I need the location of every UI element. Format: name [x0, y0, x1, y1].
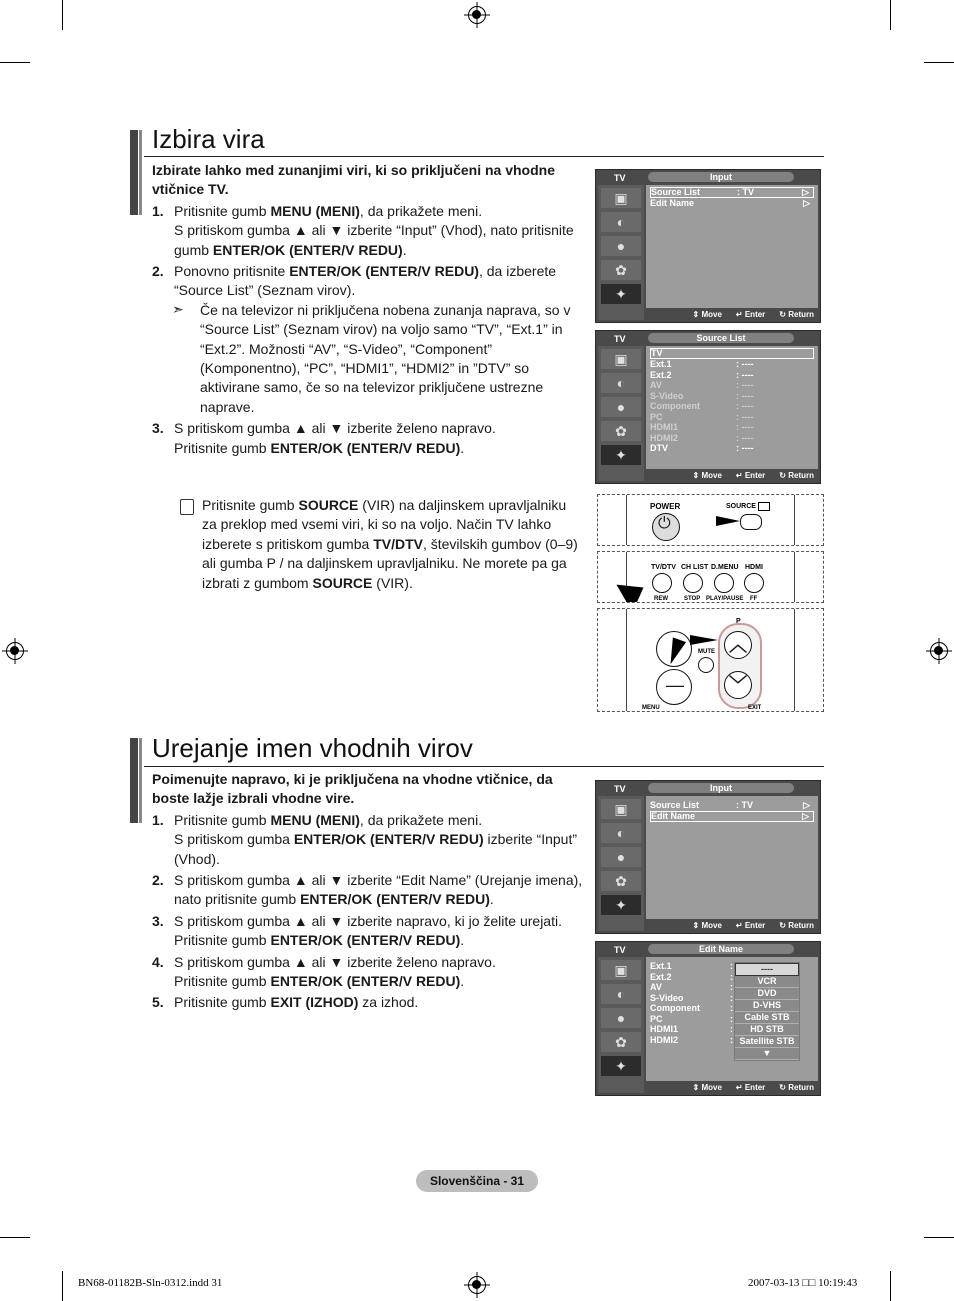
step-text: , da izberete “Source List” (Seznam virov).: [174, 263, 557, 299]
dropdown-option[interactable]: Satellite STB: [735, 1036, 799, 1048]
chlist-button[interactable]: [683, 573, 703, 593]
section-bar: [130, 738, 138, 823]
osd-row-edit-name[interactable]: [650, 811, 814, 822]
triangle-right-icon: ▷: [803, 198, 810, 208]
section2-intro: Poimenujte napravo, ki je priključena na vhodne vtičnice, da boste lažje izbrali vhodne vire.: [152, 771, 553, 807]
osd-return-hint: ↻ Return: [779, 1083, 814, 1092]
tip-key: SOURCE: [312, 574, 373, 591]
setup-icon: ✿: [601, 260, 641, 280]
step-4: [152, 953, 586, 992]
osd-source-item[interactable]: [650, 443, 814, 453]
step-1: [152, 202, 584, 260]
tip-text: , številskih gumbov (0–9) ali gumba P / na daljinskem upravljalniku. Ne morete pa ga izbrati z gumbom: [202, 535, 578, 591]
step-1: [152, 811, 586, 869]
osd-tv-label: TV: [614, 784, 626, 794]
osd-source-item[interactable]: [650, 359, 814, 369]
crop-mark: [890, 0, 891, 30]
osd-item-label: Component: [650, 401, 700, 411]
osd-footer: [646, 920, 818, 932]
osd-item-label: Component: [650, 1003, 700, 1013]
osd-move-hint: ⇕ Move: [692, 310, 722, 319]
tvdtv-label: TV/DTV: [651, 564, 676, 571]
playpause-label: PLAY/PAUSE: [706, 596, 744, 602]
crop-mark: [924, 62, 954, 63]
remote-edge: [794, 609, 795, 711]
osd-item-label: PC: [650, 1013, 663, 1024]
osd-move-hint: ⇕ Move: [692, 1083, 722, 1092]
tip-text: (VIR) na daljinskem upravljalniku za preklop med vsemi viri, ki so na voljo. Način TV lahko izberete s pritiskom gumba: [202, 497, 567, 552]
osd-tv-label: TV: [614, 173, 626, 183]
osd-sidebar: [598, 796, 644, 931]
osd-return-hint: ↻ Return: [779, 471, 814, 480]
channel-icon: ●: [601, 847, 641, 867]
osd-footer: [646, 309, 818, 321]
osd-edit-name-menu: [595, 941, 821, 1096]
step-text: Pritisnite gumb: [174, 202, 271, 219]
stop-label: STOP: [684, 596, 701, 602]
osd-item-value: : ----: [736, 422, 754, 432]
step-key: ENTER/OK (ENTER/V REDU): [270, 973, 461, 990]
step-text: za izhod.: [358, 994, 419, 1011]
step-5: [152, 993, 586, 1012]
section-rule: [144, 156, 824, 157]
remote-detail-power-source: [597, 494, 824, 546]
section-bar: [139, 738, 142, 823]
registration-mark-icon: [468, 1276, 486, 1294]
triangle-right-icon: ▷: [802, 811, 809, 821]
osd-header: Source List: [648, 333, 794, 343]
power-label: POWER: [650, 502, 681, 511]
step-text: , da prikažete meni.: [359, 811, 483, 828]
step-number: 3.: [152, 420, 164, 437]
osd-header: Input: [648, 783, 794, 793]
osd-row-source-list[interactable]: [650, 187, 814, 198]
step-text: S pritiskom gumba ▲ ali ▼ izberite “Input” (Vhod), nato pritisnite gumb: [174, 222, 574, 258]
osd-source-list-menu: [595, 330, 821, 484]
crop-mark: [62, 1271, 63, 1301]
osd-item-value: : ----: [736, 359, 754, 369]
step-text: Ponovno pritisnite: [174, 263, 290, 280]
step-text: S pritiskom gumba ▲ ali ▼ izberite želeno napravo.: [174, 953, 496, 970]
tip: [202, 496, 578, 593]
section-title: Urejanje imen vhodnih virov: [152, 733, 473, 763]
note: [152, 301, 584, 417]
dropdown-option[interactable]: VCR: [735, 976, 799, 988]
note-text: Če na televizor ni priključena nobena zunanja naprava, so v “Source List” (Seznam virov) na voljo samo “TV”, “Ext.1” in “Ext.2”. Možnosti “AV”, “S-Video”, “Component” (Komponentno), “PC”, “HDMI1”, “HDMI2” in ”DTV” so aktivirane samo, če so na televizor priključene ustrezne naprave.: [200, 301, 571, 415]
dmenu-button[interactable]: [714, 573, 734, 593]
dropdown-option[interactable]: HD STB: [735, 1024, 799, 1036]
page-number-badge: Slovenščina - 31: [416, 1170, 538, 1192]
osd-sidebar: [598, 957, 644, 1093]
step-text: Pritisnite gumb: [174, 932, 271, 949]
step-text: .: [460, 439, 465, 456]
setup-icon: ✿: [601, 871, 641, 891]
remote-edge: [626, 609, 627, 711]
section2-body: [152, 770, 586, 1013]
chlist-label: CH LIST: [681, 564, 709, 571]
section1-body: [152, 161, 584, 458]
input-icon: ✦: [601, 445, 641, 465]
channel-icon: ●: [601, 1008, 641, 1028]
minus-icon: —: [666, 675, 684, 695]
osd-row-label: Edit Name: [651, 811, 696, 821]
step-number: 1.: [152, 811, 164, 828]
osd-input-menu: [595, 780, 821, 934]
triangle-right-icon: ▷: [803, 800, 810, 810]
rew-label: REW: [654, 596, 668, 602]
section-title: Izbira vira: [152, 124, 265, 154]
picture-icon: ▣: [601, 188, 641, 208]
step-3: [152, 912, 586, 951]
setup-icon: ✿: [601, 421, 641, 441]
osd-move-hint: ⇕ Move: [692, 921, 722, 930]
osd-row-label: Edit Name: [650, 198, 695, 208]
tip-key: SOURCE: [298, 497, 359, 513]
step-number: 1.: [152, 202, 164, 219]
mute-label: MUTE: [698, 649, 715, 655]
osd-source-item: [650, 401, 814, 411]
step-text: Pritisnite gumb: [174, 994, 271, 1011]
remote-detail-channel: [597, 608, 824, 712]
osd-header: Input: [648, 172, 794, 182]
osd-sidebar: [598, 346, 644, 481]
dropdown-option[interactable]: DVD: [735, 988, 799, 1000]
source-icon: [758, 502, 770, 511]
tip-icon: [180, 499, 194, 515]
osd-body: [646, 346, 818, 469]
section-bar: [139, 130, 142, 215]
p-label: P: [736, 618, 741, 625]
pointer-arrow-icon: [616, 574, 651, 603]
osd-item-label: TV: [651, 348, 663, 358]
step-text: S pritiskom gumba: [174, 831, 294, 848]
sound-icon: ◐: [601, 984, 641, 1004]
osd-input-menu: [595, 169, 821, 323]
dropdown-option[interactable]: ----: [735, 963, 799, 976]
osd-item-label: AV: [650, 380, 662, 390]
picture-icon: ▣: [601, 960, 641, 980]
remote-edge: [626, 495, 627, 545]
osd-body: [646, 957, 818, 1081]
osd-enter-hint: ↵ Enter: [735, 471, 766, 480]
osd-colon-column: : : : : : : : :: [730, 961, 733, 1045]
section1-intro: Izbirate lahko med zunanjimi viri, ki so priključeni na vhodne vtičnice TV.: [152, 162, 555, 198]
osd-item-label: HDMI2: [650, 432, 679, 443]
exit-label: EXIT: [748, 705, 762, 711]
ff-label: FF: [750, 596, 758, 602]
crop-mark: [0, 1237, 30, 1238]
osd-item-label: Ext.2: [650, 971, 672, 982]
step-number: 3.: [152, 912, 164, 929]
tip-text: (VIR).: [372, 574, 413, 591]
osd-source-item: [650, 422, 814, 432]
osd-return-hint: ↻ Return: [779, 310, 814, 319]
osd-move-hint: ⇕ Move: [692, 471, 722, 480]
osd-tv-label: TV: [614, 334, 626, 344]
chevron-down-icon: ﹀: [729, 675, 747, 695]
osd-return-hint: ↻ Return: [779, 921, 814, 930]
step-key: ENTER/OK (ENTER/V REDU): [270, 439, 461, 456]
picture-icon: ▣: [601, 349, 641, 369]
hdmi-label: HDMI: [745, 564, 763, 571]
osd-row-label: Source List: [651, 187, 701, 197]
osd-body: [646, 185, 818, 308]
chevron-up-icon: ︿: [729, 635, 747, 655]
channel-icon: ●: [601, 236, 641, 256]
crop-mark: [62, 0, 63, 30]
mute-button[interactable]: [698, 657, 714, 673]
osd-item-label: AV: [650, 982, 662, 992]
step-number: 2.: [152, 263, 164, 280]
step-text: Pritisnite gumb: [174, 439, 271, 456]
osd-row-label: Source List: [650, 800, 700, 810]
setup-icon: ✿: [601, 1032, 641, 1052]
step-key: ENTER/OK (ENTER/V REDU): [212, 241, 403, 258]
step-text: .: [402, 241, 407, 258]
osd-item-label: Ext.2: [650, 369, 672, 380]
step-key: MENU (MENI): [270, 202, 360, 219]
print-date: 2007-03-13 □□ 10:19:43: [748, 1277, 858, 1289]
step-text: .: [489, 891, 494, 908]
osd-body: [646, 796, 818, 919]
tip-key: TV/DTV: [373, 535, 423, 552]
sound-icon: ◐: [601, 373, 641, 393]
step-text: .: [460, 932, 465, 949]
step-number: 5.: [152, 994, 164, 1011]
crop-mark: [0, 62, 30, 63]
step-text: , da prikažete meni.: [359, 202, 483, 219]
step-number: 2.: [152, 872, 164, 889]
osd-enter-hint: ↵ Enter: [735, 921, 766, 930]
step-text: Pritisnite gumb: [174, 811, 271, 828]
section-bar: [130, 130, 138, 215]
step-key: EXIT (IZHOD): [270, 994, 359, 1011]
step-key: ENTER/OK (ENTER/V REDU): [300, 891, 490, 908]
registration-mark-icon: [6, 642, 24, 660]
section-rule: [144, 766, 824, 767]
tip-text: Pritisnite gumb: [202, 497, 299, 513]
step-text: S pritiskom gumba ▲ ali ▼ izberite “Edit Name” (Urejanje imena), nato pritisnite gumb: [174, 872, 583, 908]
hdmi-button[interactable]: [744, 573, 764, 593]
osd-enter-hint: ↵ Enter: [735, 310, 766, 319]
channel-icon: ●: [601, 397, 641, 417]
osd-source-item: [650, 380, 814, 390]
remote-edge: [794, 495, 795, 545]
step-key: ENTER/OK (ENTER/V REDU): [270, 932, 461, 949]
osd-row-source-list[interactable]: [650, 800, 814, 811]
osd-source-item: [650, 433, 814, 443]
step-2: [152, 871, 586, 910]
sound-icon: ◐: [601, 823, 641, 843]
input-icon: ✦: [601, 895, 641, 915]
source-button[interactable]: [740, 514, 762, 530]
osd-item-value: : ----: [736, 432, 754, 443]
dropdown-option[interactable]: Cable STB: [735, 1012, 799, 1024]
osd-item-value: : ----: [736, 380, 754, 390]
osd-source-item[interactable]: [650, 370, 814, 380]
dropdown-option[interactable]: D-VHS: [735, 1000, 799, 1012]
source-label: SOURCE: [726, 503, 756, 510]
step-text: S pritiskom gumba ▲ ali ▼ izberite želeno napravo.: [174, 420, 496, 437]
step-text: S pritiskom gumba ▲ ali ▼ izberite napravo, ki jo želite urejati.: [174, 912, 562, 929]
osd-item-label: HDMI2: [650, 1034, 679, 1045]
file-info: BN68-01182B-Sln-0312.indd 31: [78, 1277, 223, 1289]
tvdtv-button[interactable]: [652, 573, 672, 593]
osd-source-item[interactable]: [650, 348, 814, 359]
step-3: [152, 419, 584, 458]
osd-header: Edit Name: [648, 944, 794, 954]
osd-item-value: : ----: [736, 411, 754, 422]
registration-mark-icon: [468, 6, 486, 24]
input-icon: ✦: [601, 284, 641, 304]
pointer-arrow-icon: [690, 635, 718, 645]
dmenu-label: D.MENU: [711, 564, 739, 571]
picture-icon: ▣: [601, 799, 641, 819]
step-text: .: [460, 973, 465, 990]
menu-label: MENU: [642, 705, 660, 711]
osd-sidebar: [598, 185, 644, 320]
osd-source-item: [650, 391, 814, 401]
crop-mark: [890, 1271, 891, 1301]
remote-detail-tvdtv: [597, 551, 824, 603]
remote-edge: [794, 552, 795, 602]
osd-item-label: S-Video: [650, 992, 684, 1003]
input-icon: ✦: [601, 1056, 641, 1076]
osd-footer: [646, 470, 818, 482]
crop-mark: [924, 1237, 954, 1238]
step-number: 4.: [152, 953, 164, 970]
osd-row-edit-name[interactable]: [650, 198, 814, 209]
osd-item-value: : ----: [736, 390, 754, 401]
step-key: MENU (MENI): [270, 811, 360, 828]
pointer-arrow-icon: [716, 516, 740, 526]
osd-item-value: : ----: [736, 401, 754, 411]
step-key: ENTER/OK (ENTER/V REDU): [293, 831, 484, 848]
osd-source-item: [650, 412, 814, 422]
osd-item-label: HDMI1: [650, 422, 679, 432]
name-options-dropdown[interactable]: [734, 962, 800, 1061]
osd-item-label: Ext.1: [650, 961, 672, 971]
osd-item-label: DTV: [650, 443, 668, 453]
registration-mark-icon: [930, 642, 948, 660]
note-arrow-icon: ➣: [172, 300, 184, 317]
osd-item-value: : ----: [736, 369, 754, 380]
step-text: izberite “Input” (Vhod).: [174, 831, 577, 867]
step-key: ENTER/OK (ENTER/V REDU): [289, 263, 479, 280]
step-2: [152, 262, 584, 301]
osd-item-label: HDMI1: [650, 1024, 679, 1034]
osd-footer: [646, 1082, 818, 1094]
osd-enter-hint: ↵ Enter: [735, 1083, 766, 1092]
osd-tv-label: TV: [614, 945, 626, 955]
osd-item-label: S-Video: [650, 390, 684, 401]
osd-row-value: : TV: [736, 800, 753, 810]
osd-item-label: PC: [650, 411, 663, 422]
triangle-right-icon: ▷: [802, 187, 809, 197]
osd-row-value: : TV: [737, 187, 754, 197]
osd-item-label: Ext.1: [650, 359, 672, 369]
sound-icon: ◐: [601, 212, 641, 232]
power-icon: ⏻: [658, 515, 671, 532]
step-text: Pritisnite gumb: [174, 973, 271, 990]
scroll-down-icon[interactable]: ▼: [735, 1048, 799, 1060]
osd-item-value: : ----: [736, 443, 754, 453]
